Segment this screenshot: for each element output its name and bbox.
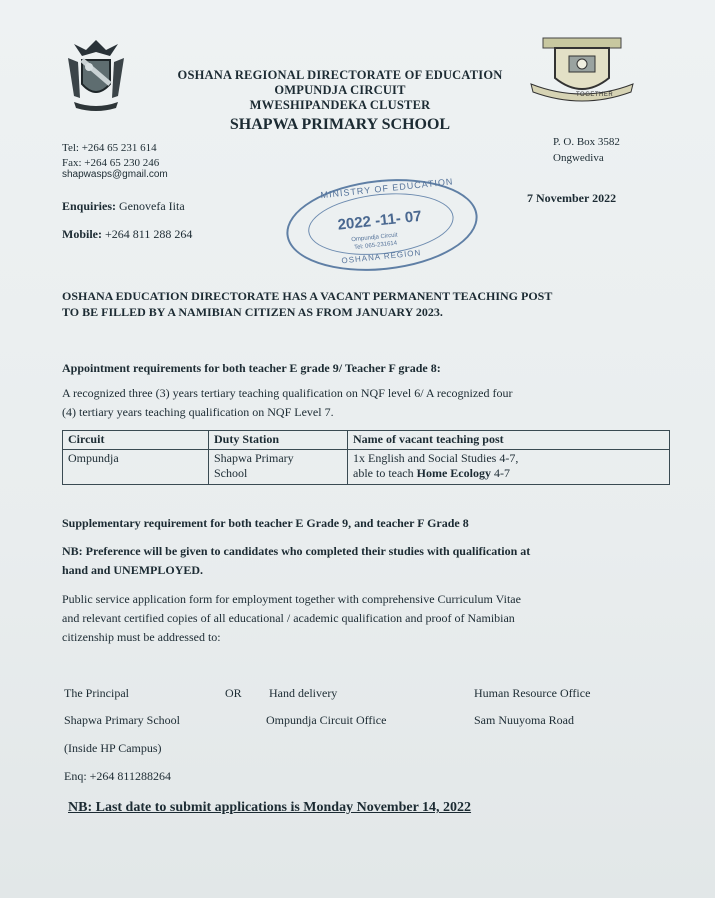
announcement-line-2: TO BE FILLED BY A NAMIBIAN CITIZEN AS FROM JANUARY 2023. [62,305,443,319]
table-row [63,450,670,485]
application-line-3: citizenship must be addressed to: [62,630,221,644]
telephone: Tel: +264 65 231 614 [62,142,157,154]
col-post: Name of vacant teaching post [348,431,670,450]
table-header-row [63,431,670,450]
stamp-date: 2022 -11- 07 [336,207,423,234]
preference-line-1: NB: Preference will be given to candidates who completed their studies with qualification at [62,544,531,558]
stamp-top-text: MINISTRY OF EDUCATION [320,176,454,201]
supplementary-requirement: Supplementary requirement for both teacher E Grade 9, and teacher F Grade 8 [62,516,469,530]
stamp-sub1: Ompundja Circuit [351,232,398,244]
post-line-2-b: Home Ecology [416,466,491,480]
enquiries-name: Genovefa Iita [119,199,185,213]
duty-station-line-1: Shapwa Primary [214,451,294,465]
mobile-number: +264 811 288 264 [105,227,193,241]
po-box: P. O. Box 3582 [553,136,620,148]
vacancy-table [62,430,670,485]
coat-of-arms-icon [56,36,136,116]
post-line-2-a: able to teach [353,466,417,480]
requirements-line-1: A recognized three (3) years tertiary teaching qualification on NQF level 6/ A recognized four [62,386,513,400]
cluster-title: MWESHIPANDEKA CLUSTER [249,98,431,112]
preference-line-2: hand and UNEMPLOYED. [62,563,204,577]
enquiries [62,199,185,214]
col-duty-station: Duty Station [209,431,348,450]
duty-station-line-2: School [214,466,248,480]
cell-duty-station [209,450,348,485]
requirements-heading: Appointment requirements for both teacher E grade 9/ Teacher F grade 8: [62,361,441,375]
circuit-office: Ompundja Circuit Office [266,713,387,727]
stamp-bottom-text: OSHANA REGION [341,248,422,266]
col-circuit: Circuit [63,431,209,450]
email: shapwasps@gmail.com [62,169,168,180]
post-line-1: 1x English and Social Studies 4-7, [353,451,519,465]
hr-road: Sam Nuuyoma Road [474,713,574,727]
letter-date: 7 November 2022 [527,191,617,205]
official-stamp [282,170,482,280]
hand-delivery: Hand delivery [269,686,338,700]
address-principal: The Principal [64,686,129,700]
fax: Fax: +264 65 230 246 [62,157,160,169]
application-line-1: Public service application form for employment together with comprehensive Curriculum Vitae [62,592,521,606]
school-name: SHAPWA PRIMARY SCHOOL [229,116,451,133]
hr-office: Human Resource Office [474,686,591,700]
cell-post [348,450,670,485]
announcement-line-1: OSHANA EDUCATION DIRECTORATE HAS A VACANT PERMANENT TEACHING POST [62,289,553,303]
address-campus: (Inside HP Campus) [64,741,162,755]
address-enquiry: Enq: +264 811288264 [64,769,171,783]
town: Ongwediva [553,152,604,164]
mobile [62,227,192,242]
mobile-label: Mobile: [62,227,102,241]
requirements-line-2: (4) tertiary years teaching qualification on NQF Level 7. [62,405,334,419]
post-line-2-c: 4-7 [490,466,510,480]
application-line-2: and relevant certified copies of all educational / academic qualification and proof of Namibian [62,611,515,625]
circuit-title: OMPUNDJA CIRCUIT [274,83,406,97]
address-or: OR [225,686,242,700]
cell-circuit: Ompundja [63,450,209,485]
post-line-2 [353,466,664,481]
stamp-sub2: Tel: 065-231614 [353,240,398,252]
enquiries-label: Enquiries: [62,199,117,213]
crest-motto: TOGETHER [576,92,614,98]
application-deadline: NB: Last date to submit applications is Monday November 14, 2022 [68,800,472,815]
address-school: Shapwa Primary School [64,713,180,727]
directorate-title: OSHANA REGIONAL DIRECTORATE OF EDUCATION [177,68,503,82]
